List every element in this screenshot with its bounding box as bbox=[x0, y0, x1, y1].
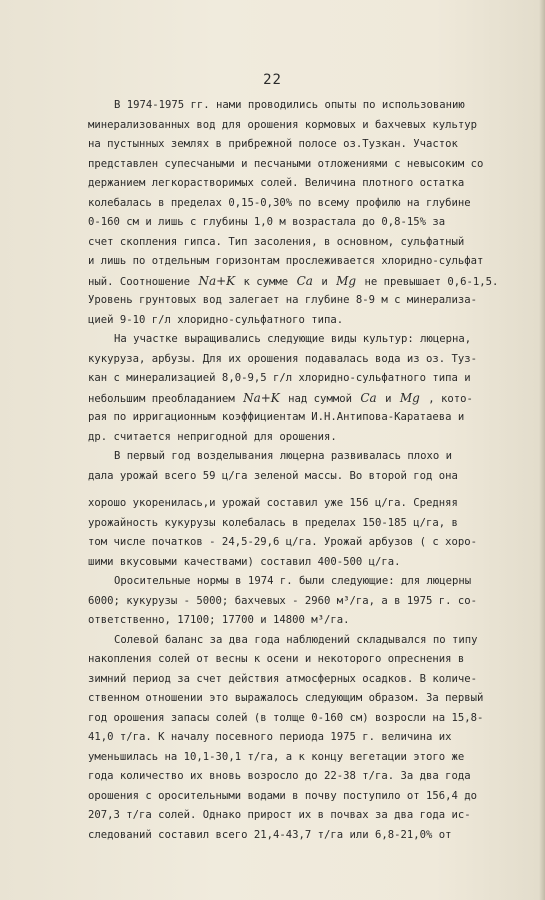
text-line-with-ions bbox=[88, 272, 536, 292]
text-line: счет скопления гипса. Тип засоления, в основном, сульфатный bbox=[88, 235, 465, 248]
text-line: Солевой баланс за два года наблюдений складывался по типу bbox=[114, 633, 478, 646]
text-fragment: не превышает 0,6-1,5. bbox=[364, 275, 499, 288]
handwritten-ion: Na+K bbox=[198, 273, 236, 288]
text-line: Оросительные нормы в 1974 г. были следующие: для люцерны bbox=[114, 575, 472, 587]
text-line: и лишь по отдельным горизонтам прослеживается хлоридно-сульфат bbox=[88, 255, 484, 267]
text-line: том числе початков - 24,5-29,6 ц/га. Урожай арбузов ( с хоро- bbox=[88, 536, 478, 548]
text-fragment: над суммой bbox=[288, 392, 352, 405]
text-line: год орошения запасы солей (в толще 0-160 см) возросли на 15,8- bbox=[88, 711, 484, 724]
text-line: На участке выращивались следующие виды культур: люцерна, bbox=[114, 333, 472, 345]
text-line: ответственно, 17100; 17700 и 14800 м³/га. bbox=[88, 614, 350, 626]
handwritten-ion: Na+K bbox=[243, 390, 280, 405]
page-splice-gap bbox=[88, 486, 536, 494]
text-line: следований составил всего 21,4-43,7 т/га или 6,8-21,0% от bbox=[88, 828, 452, 841]
text-line: кан с минерализацией 8,0-9,5 г/л хлоридно-сульфатного типа и bbox=[88, 372, 471, 384]
text-line: держанием легкорастворимых солей. Величина плотного остатка bbox=[88, 177, 465, 189]
text-line: на пустынных землях в прибрежной полосе оз.Тузкан. Участок bbox=[88, 138, 458, 150]
text-line: В первый год возделывания люцерна развивалась плохо и bbox=[114, 450, 453, 462]
handwritten-ion: Ca bbox=[296, 273, 313, 288]
text-line: уменьшилась на 10,1-30,1 т/га, а к концу вегетации этого же bbox=[88, 750, 465, 763]
text-line: 207,3 т/га солей. Однако прирост их в почвах за два года ис- bbox=[88, 809, 471, 821]
text-line: хорошо укоренилась,и урожай составил уже 156 ц/га. Средняя bbox=[88, 497, 458, 509]
page-edge-shadow bbox=[539, 0, 545, 900]
text-line: орошения с оросительными водами в почву поступило от 156,4 до bbox=[88, 789, 478, 802]
handwritten-ion: Mg bbox=[399, 390, 420, 405]
text-line: рая по ирригационным коэффициентам И.Н.Антипова-Каратаева и bbox=[88, 411, 465, 423]
text-fragment: и bbox=[321, 275, 328, 288]
text-line: шими вкусовыми качествами) составил 400-500 ц/га. bbox=[88, 555, 401, 568]
text-line: В 1974-1975 гг. нами проводились опыты по использованию bbox=[114, 99, 465, 111]
handwritten-ion: Mg bbox=[336, 273, 357, 288]
text-line: года количество их вновь возросло до 22-38 т/га. За два года bbox=[88, 770, 471, 782]
text-line: дала урожай всего 59 ц/га зеленой массы. Во второй год она bbox=[88, 469, 458, 482]
text-line: представлен супесчаными и песчаными отложениями с невысоким со bbox=[88, 157, 484, 170]
text-line: минерализованных вод для орошения кормовых и бахчевых культур bbox=[88, 118, 478, 131]
text-line: Уровень грунтовых вод залегает на глубине 8-9 м с минерализа- bbox=[88, 294, 478, 306]
text-line: накопления солей от весны к осени и некоторого опреснения в bbox=[88, 653, 465, 665]
text-line: др. считается непригодной для орошения. bbox=[88, 430, 337, 443]
text-fragment: к сумме bbox=[243, 275, 289, 288]
text-fragment: ный. Соотношение bbox=[88, 275, 191, 288]
text-line: 41,0 т/га. К началу посевного периода 1975 г. величина их bbox=[88, 731, 452, 743]
text-line: ственном отношении это выражалось следующим образом. За первый bbox=[88, 692, 484, 704]
text-line: 6000; кукурузы - 5000; бахчевых - 2960 м³/га, а в 1975 г. со- bbox=[88, 594, 478, 607]
text-line: зимний период за счет действия атмосферных осадков. В количе- bbox=[88, 672, 478, 685]
text-line: урожайность кукурузы колебалась в пределах 150-185 ц/га, в bbox=[88, 516, 458, 529]
text-fragment: , кото- bbox=[428, 392, 473, 405]
text-fragment: и bbox=[385, 392, 392, 405]
handwritten-ion: Ca bbox=[360, 390, 377, 405]
page-number: 22 bbox=[263, 72, 282, 88]
text-line: 0-160 см и лишь с глубины 1,0 м возрастала до 0,8-15% за bbox=[88, 216, 446, 228]
text-line: цией 9-10 г/л хлоридно-сульфатного типа. bbox=[88, 313, 344, 326]
body-text bbox=[88, 96, 536, 845]
text-line: кукуруза, арбузы. Для их орошения подавалась вода из оз. Туз- bbox=[88, 352, 478, 365]
text-fragment: небольшим преобладанием bbox=[88, 392, 235, 405]
text-line: колебалась в пределах 0,15-0,30% по всему профилю на глубине bbox=[88, 196, 471, 209]
text-line-with-ions bbox=[88, 389, 536, 409]
